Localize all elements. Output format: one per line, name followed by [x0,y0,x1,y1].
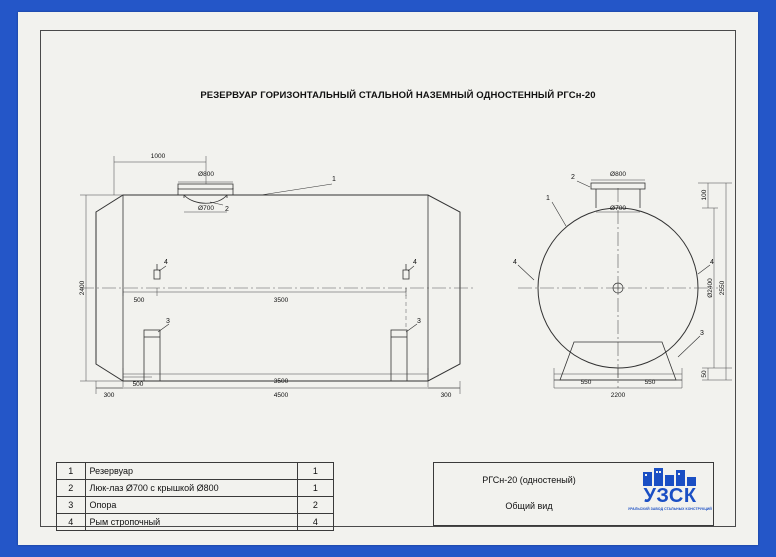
dim-d2400: Ø2400 [707,278,714,298]
table-row [57,480,334,497]
spec-qty: 4 [297,514,333,531]
callout-front-3: 3 [700,330,704,337]
callout-side-4-left: 4 [164,259,168,266]
callout-front-4-right: 4 [710,259,714,266]
table-row [57,463,334,480]
drawing-sheet [18,12,758,545]
dim-d700-side: Ø700 [198,205,214,212]
front-dimensions [554,180,732,388]
spec-qty: 2 [297,497,333,514]
side-leaders [158,184,417,332]
dim-500-upper: 500 [133,297,145,304]
dim-d800-side: Ø800 [198,171,214,178]
dimension-text-layer [79,153,726,399]
dim-550-right: 550 [644,379,656,386]
support-left-side [144,330,160,381]
table-row [57,497,334,514]
company-logo [627,464,713,524]
support-right-side [391,330,407,381]
logo-subtitle: УРАЛЬСКИЙ ЗАВОД СТАЛЬНЫХ КОНСТРУКЦИЙ [628,507,712,511]
lifting-lug-left [154,264,160,279]
spec-num: 1 [57,463,86,480]
dim-1000: 1000 [150,153,166,160]
dim-d700-front: Ø700 [610,205,626,212]
spec-name: Люк-лаз Ø700 с крышкой Ø800 [85,480,297,497]
callout-front-2: 2 [571,174,575,181]
dim-2200: 2200 [610,392,626,399]
spec-qty: 1 [297,463,333,480]
dim-2400: 2400 [79,280,86,296]
dim-4500: 4500 [273,392,289,399]
dim-2550: 2550 [719,280,726,296]
logo-text: УЗСК [643,485,697,507]
dim-50: 50 [701,370,708,378]
callout-front-4-left: 4 [513,259,517,266]
dim-300-right: 300 [440,392,452,399]
callout-front-1: 1 [546,195,550,202]
spec-name: Рым стропочный [85,514,297,531]
callout-side-3-right: 3 [417,318,421,325]
title-block-view: Общий вид [505,501,553,511]
dim-300-left: 300 [103,392,115,399]
spec-num: 3 [57,497,86,514]
factory-icon [641,466,699,486]
callout-side-2: 2 [225,206,229,213]
spec-name: Резервуар [85,463,297,480]
table-row [57,514,334,531]
drawing-title: РЕЗЕРВУАР ГОРИЗОНТАЛЬНЫЙ СТАЛЬНОЙ НАЗЕМНЫЙ ОДНОСТЕННЫЙ РГСн-20 [200,90,596,101]
spec-name: Опора [85,497,297,514]
dim-500-lower: 500 [132,381,144,388]
lifting-lug-right [403,264,409,279]
callout-side-4-right: 4 [413,259,417,266]
callout-side-1: 1 [332,176,336,183]
spec-qty: 1 [297,480,333,497]
title-block-product: РГСн-20 (одностеный) [482,475,576,485]
callout-text-layer [164,174,714,337]
dim-550-left: 550 [580,379,592,386]
dim-100: 100 [701,189,708,201]
manhole-side [178,184,233,203]
spec-num: 4 [57,514,86,531]
dim-3500-bottom: 3500 [273,378,289,385]
dim-3500-mid: 3500 [273,297,289,304]
spec-num: 2 [57,480,86,497]
callout-side-3-left: 3 [166,318,170,325]
specification-table [56,462,334,531]
dim-d800-front: Ø800 [610,171,626,178]
